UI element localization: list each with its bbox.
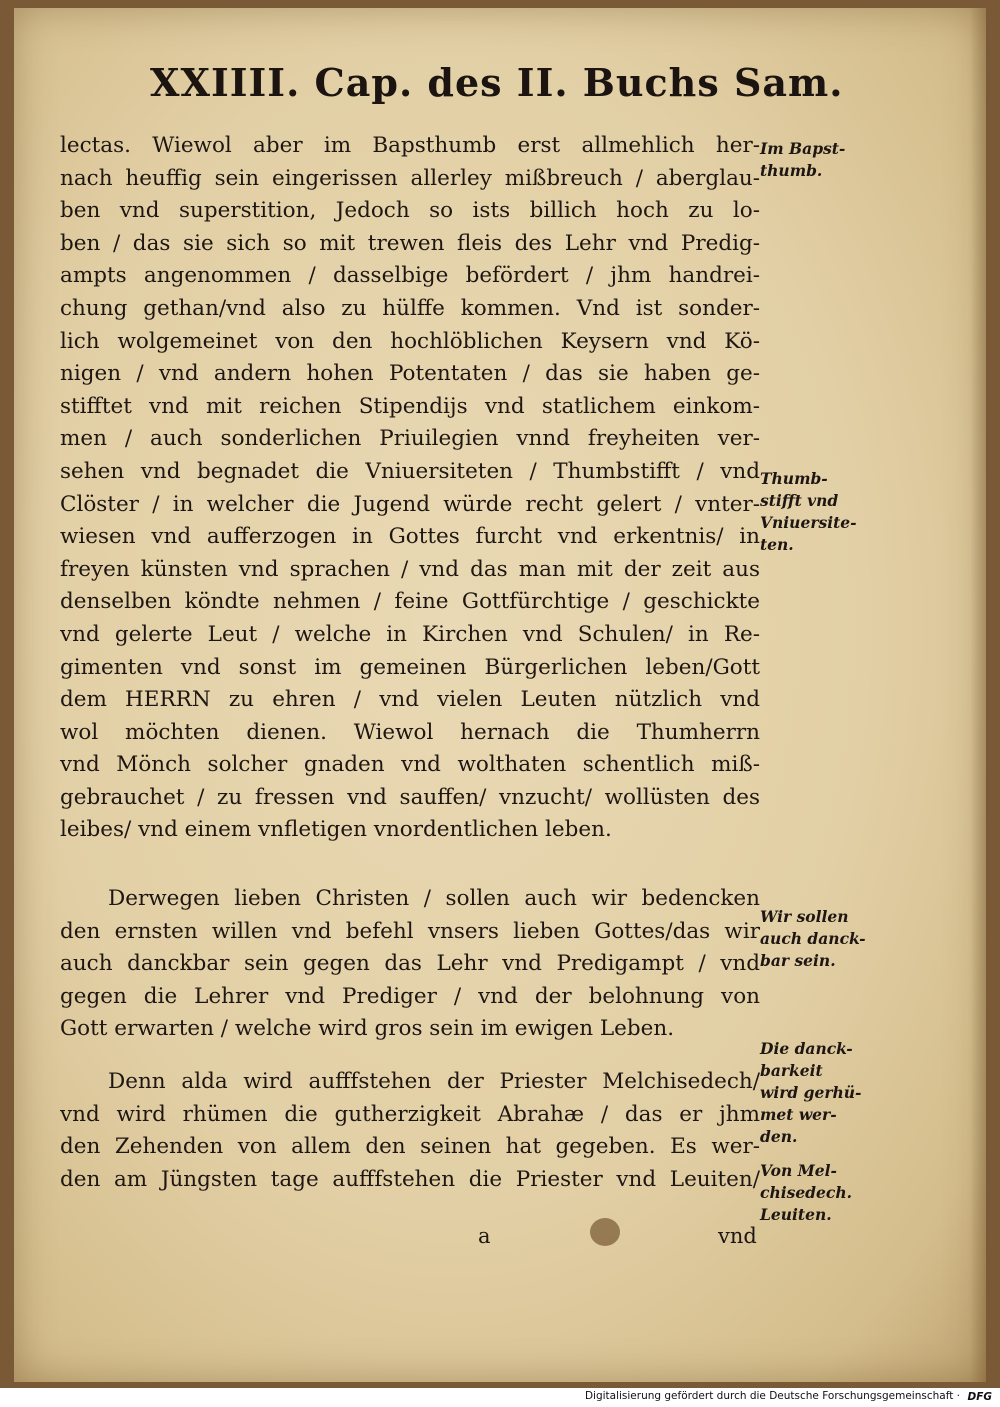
text-line: vnd wird rhümen die gutherzigkeit Abrahæ / das er jhm [60,1101,760,1127]
marginal-line: wird gerhü- [760,1083,862,1102]
text-line: Clöster / in welcher die Jugend würde recht gelert / vnter- [60,491,760,517]
text-line: men / auch sonderlichen Priuilegien vnnd freyheiten ver- [60,426,760,452]
marginal-line: met wer- [760,1105,837,1124]
footer-credit-text: Digitalisierung gefördert durch die Deutsche Forschungsgemeinschaft · [584,1390,960,1402]
marginal-note-thumbstifft [760,468,910,556]
text-line: gegen die Lehrer vnd Prediger / vnd der belohnung von [60,983,760,1009]
text-line: lich wolgemeinet von den hochlöblichen Keysern vnd Kö- [60,328,760,354]
text-line: wiesen vnd aufferzogen in Gottes furcht vnd erkentnis/ in [60,524,760,550]
marginal-line: Die danck- [760,1039,853,1058]
text-line: ampts angenommen / dasselbige befördert / jhm handrei- [60,263,760,289]
marginal-line: chisedech. [760,1183,852,1202]
text-line: ben vnd superstition, Jedoch so ists billich hoch zu lo- [60,198,760,224]
digitization-footer [0,1388,1000,1407]
marginal-note-bapsthumb [760,138,910,182]
text-line: sehen vnd begnadet die Vniuersiteten / Thumbstifft / vnd [60,458,760,484]
marginal-line: Wir sollen [760,907,849,926]
text-line: nach heuffig sein eingerissen allerley mißbreuch / aberglau- [60,165,760,191]
main-text-block [60,130,760,1196]
text-line: lectas. Wiewol aber im Bapsthumb erst allmehlich her- [60,133,760,158]
text-line: gebrauchet / zu fressen vnd sauffen/ vnzucht/ wollüsten des [60,784,760,810]
marginal-line: Thumb- [760,469,828,488]
text-line: vnd gelerte Leut / welche in Kirchen vnd Schulen/ in Re- [60,621,760,647]
paragraph-2 [60,883,760,1046]
text-line: Gott erwarten / welche wird gros sein im ewigen Leben. [60,1016,675,1042]
text-line: denselben köndte nehmen / feine Gottfürchtige / geschickte [60,589,760,615]
running-head: XXIIII. Cap. des II. Buchs Sam. [150,60,844,105]
paragraph-1 [60,130,760,847]
text-line: wol möchten dienen. Wiewol hernach die Thumherrn [60,719,760,745]
text-line: gimenten vnd sonst im gemeinen Bürgerlichen leben/Gott [60,654,760,680]
text-line: stifftet vnd mit reichen Stipendijs vnd statlichem einkom- [60,393,760,419]
signature-mark: a [478,1224,491,1248]
text-line: freyen künsten vnd sprachen / vnd das man mit der zeit aus [60,556,760,582]
marginal-line: ten. [760,535,794,554]
marginal-line: stifft vnd [760,491,839,510]
ink-stain [590,1218,620,1246]
marginal-line: bar sein. [760,951,836,970]
text-line: chung gethan/vnd also zu hülffe kommen. Vnd ist sonder- [60,295,760,321]
text-line: leibes/ vnd einem vnfletigen vnordentlichen leben. [60,817,612,843]
marginal-note-danckbar [760,906,910,972]
text-line: ben / das sie sich so mit trewen fleis des Lehr vnd Predig- [60,230,760,256]
text-line: den Zehenden von allem den seinen hat gegeben. Es wer- [60,1134,760,1160]
marginal-line: auch danck- [760,929,866,948]
paragraph-3 [60,1066,760,1196]
text-line: vnd Mönch solcher gnaden vnd wolthaten schentlich miß- [60,752,760,778]
page-edge-shadow [970,8,986,1382]
marginal-line: Von Mel- [760,1161,837,1180]
text-line: Derwegen lieben Christen / sollen auch wir bedencken [108,886,760,912]
text-line: den ernsten willen vnd befehl vnsers lieben Gottes/das wir [60,918,760,944]
text-line: auch danckbar sein gegen das Lehr vnd Predigampt / vnd [60,951,760,977]
marginal-line: thumb. [760,161,823,180]
marginal-line: den. [760,1127,798,1146]
text-line: dem HERRN zu ehren / vnd vielen Leuten nützlich vnd [60,687,760,713]
marginal-note-melchisedech [760,1160,910,1226]
text-line: den am Jüngsten tage aufffstehen die Priester vnd Leuiten/ [60,1166,760,1192]
marginal-note-danckbarkeit [760,1038,910,1148]
text-line: nigen / vnd andern hohen Potentaten / das sie haben ge- [60,361,760,387]
catchword: vnd [718,1224,757,1248]
marginal-line: Leuiten. [760,1205,832,1224]
marginal-line: Vniuersite- [760,513,857,532]
marginal-line: barkeit [760,1061,823,1080]
marginal-line: Im Bapst- [760,139,846,158]
text-line: Denn alda wird aufffstehen der Priester Melchisedech/ [108,1069,760,1095]
dfg-logo: DFG [967,1391,992,1403]
